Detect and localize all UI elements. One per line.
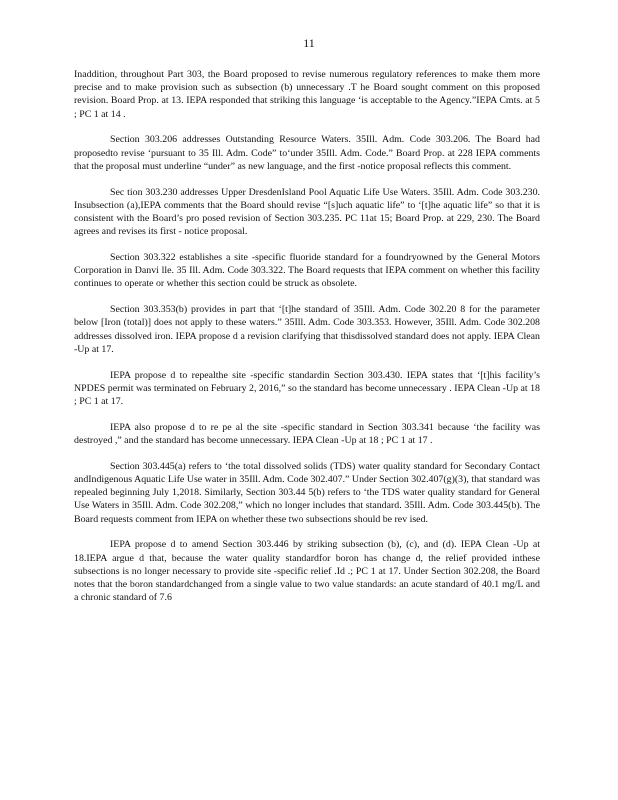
paragraph: Section 303.206 addresses Outstanding Resource Waters. 35Ill. Adm. Code 303.206. The Board had proposedto revise ‘pursuant to 35 Ill. Adm. Code” to‘under 35Ill. Adm. Code.” Board Prop. at 228 IEPA comments that the proposal must underline “under” as new language, and the first -notice proposal reflects this comment. [74, 134, 540, 172]
paragraph: Sec tion 303.230 addresses Upper DresdenIsland Pool Aquatic Life Use Waters. 35Ill. Adm. Code 303.230. Insubsection (a),IEPA comments that the Board should revise “[s]uch aquatic life” to ‘[t]he aquatic life” so that it is consistent with the Board’s pro posed revision of Section 303.235. PC 11at 15; Board Prop. at 229, 230. The Board agrees and revises its first - notice proposal. [74, 186, 540, 238]
paragraph: Inaddition, throughout Part 303, the Board proposed to revise numerous regulatory references to make them more precise and to make provision such as subsection (b) unnecessary .T he Board sought comment on this proposed revision. Board Prop. at 13. IEPA responded that striking this language ‘is acceptable to the Agency.”IEPA Cmts. at 5 ; PC 1 at 14 . [74, 69, 540, 120]
page-number: 11 [303, 36, 315, 50]
paragraph: IEPA propose d to repealthe site -specific standardin Section 303.430. IEPA states that ‘[t]his facility’s NPDES permit was terminated on February 2, 2016,” so the standard has become unnecessary . IEPA Clean -Up at 18 ; PC 1 at 17. [74, 369, 540, 408]
body-text [74, 68, 540, 617]
paragraph: Section 303.353(b) provides in part that ‘[t]he standard of 35Ill. Adm. Code 302.20 8 for the parameter below [Iron (total)] does not apply to these waters.” 35Ill. Adm. Code 303.353. However, 35Ill. Adm. Code 302.208 addresses dissolved iron. IEPA propose d a revision clarifying that thisdissolved standard does not apply. IEPA Clean -Up at 17. [74, 304, 540, 355]
paragraph: IEPA propose d to amend Section 303.446 by striking subsection (b), (c), and (d). IEPA Clean -Up at 18.IEPA argue d that, because the water quality standardfor boron has change d, the relief provided inthese subsections is no longer necessary to provide site -specific relief .Id .; PC 1 at 17. Under Section 302.208, the Board notes that the boron standardchanged from a single value to two value standards: an acute standard of 40.1 mg/L and a chronic standard of 7.6 [74, 539, 540, 604]
paragraph: Section 303.322 establishes a site -specific fluoride standard for a foundryowned by the General Motors Corporation in Danvi lle. 35 Ill. Adm. Code 303.322. The Board requests that IEPA comment on whether this facility continues to operate or whether this section could be struck as obsolete. [74, 252, 540, 290]
paragraph: IEPA also propose d to re pe al the site -specific standard in Section 303.341 because ‘the facility was destroyed ,” and the standard has become unnecessary. IEPA Clean -Up at 18 ; PC 1 at 17 . [74, 421, 540, 447]
paragraph: Section 303.445(a) refers to ‘the total dissolved solids (TDS) water quality standard for Secondary Contact andIndigenous Aquatic Life Use water in 35Ill. Adm. Code 302.407.” Under Section 302.407(g)(3), that standard was repealed beginning July 1,2018. Similarly, Section 303.44 5(b) refers to ‘the TDS water quality standard for General Use Waters in 35Ill. Adm. Code 302.208,” which no longer includes that standard. 35Ill. Adm. Code 303.445(b). The Board requests comment from IEPA on whether these two subsections should be rev ised. [74, 460, 540, 525]
